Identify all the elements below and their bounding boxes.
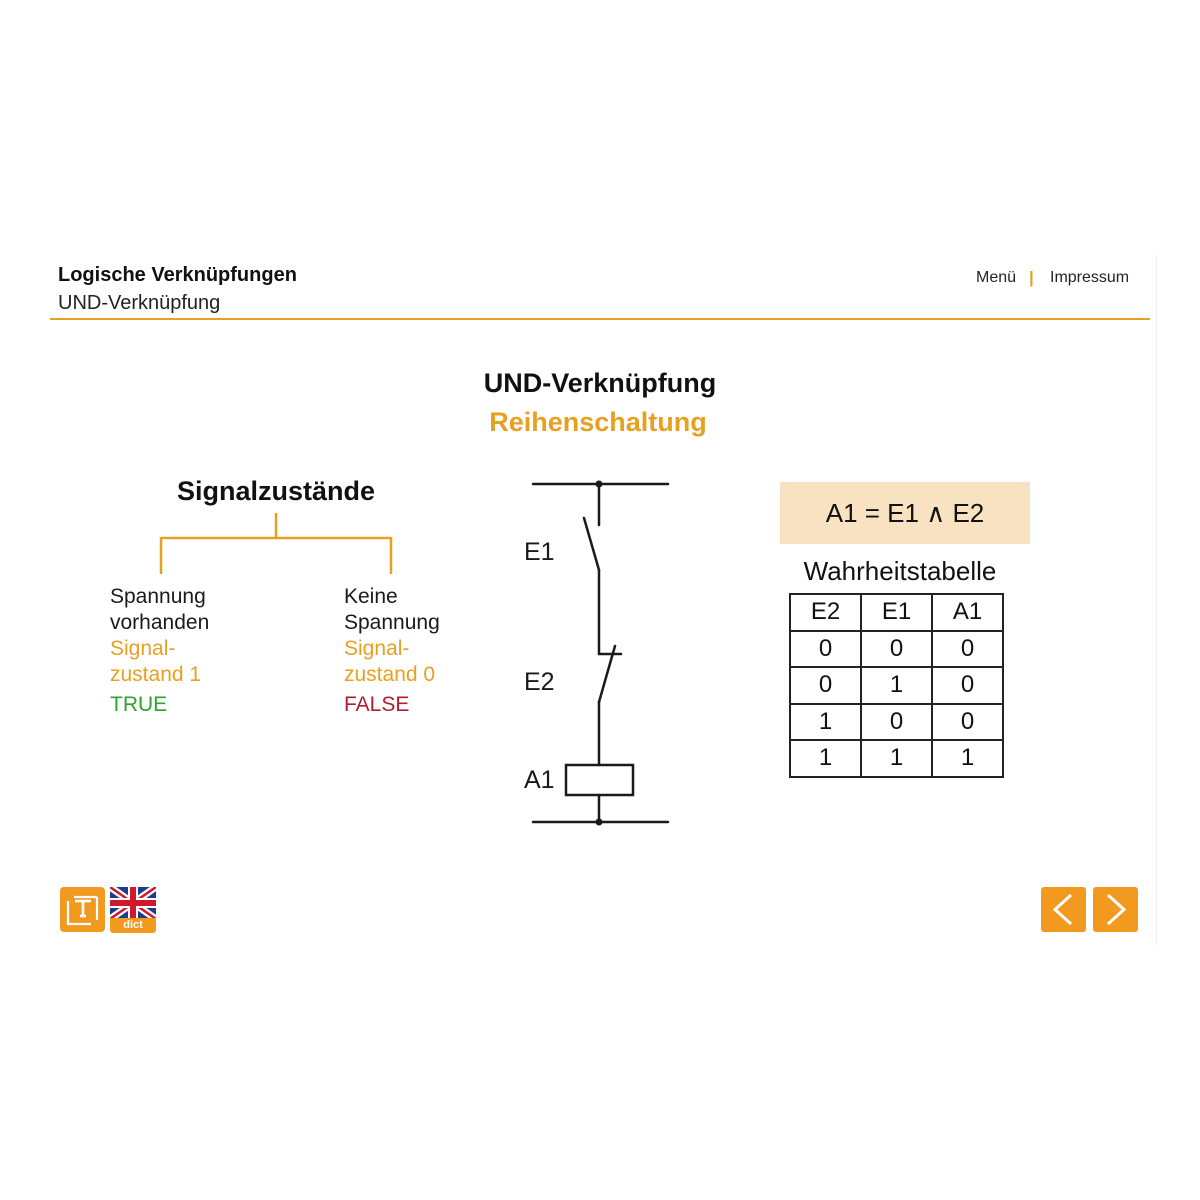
table-cell: 0 xyxy=(861,631,932,668)
table-row xyxy=(790,667,1003,704)
page-subtitle: UND-Verknüpfung xyxy=(58,292,221,314)
voltage-present-line2: vorhanden xyxy=(110,611,210,634)
no-voltage-line2: Spannung xyxy=(344,611,440,634)
signal-states-title: Signalzustände xyxy=(176,476,376,506)
dict-label: dict xyxy=(110,918,156,933)
formula-text: A1 = E1 ∧ E2 xyxy=(825,497,985,528)
chevron-right-icon xyxy=(1093,887,1138,932)
true-label: TRUE xyxy=(110,693,168,716)
previous-page-button[interactable] xyxy=(1041,887,1086,932)
truth-table xyxy=(789,593,1004,778)
table-cell: 0 xyxy=(790,631,861,668)
signal-state-false xyxy=(344,584,440,718)
uk-flag-icon xyxy=(110,887,156,919)
diagram-title: UND-Verknüpfung xyxy=(483,368,717,398)
chevron-left-icon xyxy=(1041,887,1086,932)
a1-label: A1 xyxy=(524,766,555,794)
signal-state-1-line1: Signal- xyxy=(110,637,176,660)
truth-table-title: Wahrheitstabelle xyxy=(803,556,997,586)
nav-separator: | xyxy=(1029,268,1034,287)
table-cell: 0 xyxy=(932,704,1003,741)
next-page-button[interactable] xyxy=(1093,887,1138,932)
a1-coil xyxy=(566,765,633,795)
table-cell: 0 xyxy=(861,704,932,741)
table-row xyxy=(790,704,1003,741)
signal-state-0-line2: zustand 0 xyxy=(344,663,436,686)
bottom-node xyxy=(596,819,603,826)
text-tool-icon xyxy=(60,887,105,932)
e2-label: E2 xyxy=(524,668,555,696)
header-e2: E2 xyxy=(790,594,861,631)
table-cell: 1 xyxy=(861,667,932,704)
signal-state-1-line2: zustand 1 xyxy=(110,663,202,686)
table-header-row xyxy=(790,594,1003,631)
e1-label: E1 xyxy=(524,538,555,566)
text-tool-button[interactable] xyxy=(60,887,105,932)
page-title: Logische Verknüpfungen xyxy=(58,264,297,286)
top-node xyxy=(596,481,603,488)
impressum-link[interactable]: Impressum xyxy=(1050,269,1130,286)
formula-box xyxy=(780,482,1030,544)
false-label: FALSE xyxy=(344,693,410,716)
e1-switch-blade xyxy=(584,518,599,570)
menu-link[interactable]: Menü xyxy=(976,269,1017,286)
table-cell: 0 xyxy=(932,631,1003,668)
table-cell: 1 xyxy=(861,740,932,777)
table-cell: 1 xyxy=(790,740,861,777)
header-e1: E1 xyxy=(861,594,932,631)
header-a1: A1 xyxy=(932,594,1003,631)
table-row xyxy=(790,631,1003,668)
voltage-present-line1: Spannung xyxy=(110,585,206,608)
signal-state-0-line1: Signal- xyxy=(344,637,410,660)
signal-state-true xyxy=(110,584,209,718)
table-cell: 0 xyxy=(790,667,861,704)
table-cell: 0 xyxy=(932,667,1003,704)
no-voltage-line1: Keine xyxy=(344,585,398,608)
table-cell: 1 xyxy=(790,704,861,741)
table-cell: 1 xyxy=(932,740,1003,777)
table-row xyxy=(790,740,1003,777)
diagram-subtitle: Reihenschaltung xyxy=(489,407,707,437)
